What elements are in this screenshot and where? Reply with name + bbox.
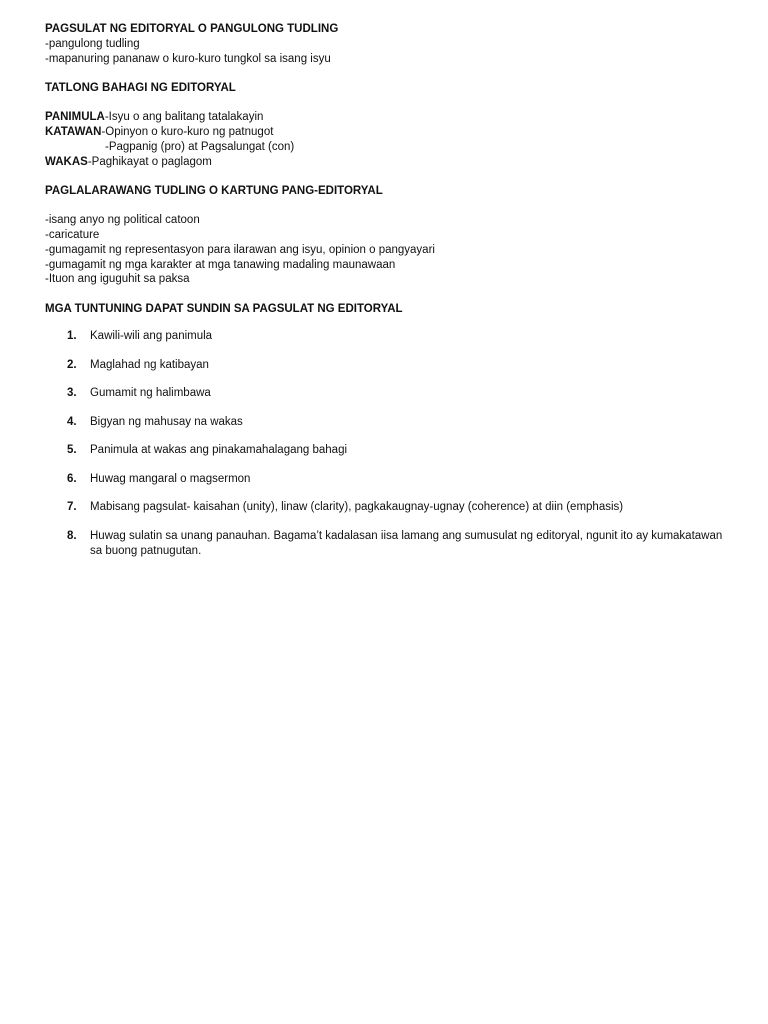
rule-item bbox=[45, 529, 735, 560]
rule-item bbox=[45, 329, 735, 345]
intro-line-2: -mapanuring pananaw o kuro-kuro tungkol sa isang isyu bbox=[45, 52, 331, 65]
rule-number: 8. bbox=[67, 529, 77, 542]
rule-text: Maglahad ng katibayan bbox=[90, 358, 209, 371]
document-title: PAGSULAT NG EDITORYAL O PANGULONG TUDLING bbox=[45, 23, 339, 35]
rule-number: 4. bbox=[67, 415, 77, 428]
parts-heading: TATLONG BAHAGI NG EDITORYAL bbox=[45, 81, 236, 94]
rule-text: Huwag mangaral o magsermon bbox=[90, 472, 251, 485]
rule-number: 7. bbox=[67, 501, 77, 514]
rules-list bbox=[45, 329, 735, 560]
rule-number: 3. bbox=[67, 387, 77, 400]
rule-item bbox=[45, 500, 735, 516]
rule-number: 6. bbox=[67, 472, 77, 485]
rule-item bbox=[45, 443, 735, 459]
part-katawan-text: -Opinyon o kuro-kuro ng patnugot bbox=[101, 125, 274, 138]
rule-number: 1. bbox=[67, 330, 77, 343]
rule-text: Huwag sulatin sa unang panauhan. Bagama’t kadalasan iisa lamang ang sumusulat ng editoryal, ngunit ito ay kumakatawan sa buong patnugutan. bbox=[90, 529, 723, 558]
rule-text: Mabisang pagsulat- kaisahan (unity), linaw (clarity), pagkakaugnay-ugnay (coherence) at diin (emphasis) bbox=[90, 501, 624, 514]
part-wakas-text: -Paghikayat o paglagom bbox=[87, 155, 212, 168]
cartoon-item: -gumagamit ng representasyon para ilarawan ang isyu, opinion o pangyayari bbox=[45, 243, 435, 256]
intro-line-1: -pangulong tudling bbox=[45, 37, 140, 50]
part-wakas-label: WAKAS bbox=[45, 155, 88, 168]
part-wakas bbox=[45, 155, 735, 170]
cartoon-item: -gumagamit ng mga karakter at mga tanawing madaling maunawaan bbox=[45, 258, 396, 271]
rule-number: 5. bbox=[67, 444, 77, 457]
part-katawan-label: KATAWAN bbox=[45, 125, 102, 138]
rule-item bbox=[45, 386, 735, 402]
cartoon-item: -caricature bbox=[45, 228, 100, 241]
part-katawan bbox=[45, 125, 735, 140]
rule-item bbox=[45, 415, 735, 431]
cartoon-item: -isang anyo ng political catoon bbox=[45, 214, 200, 227]
rule-text: Panimula at wakas ang pinakamahalagang bahagi bbox=[90, 444, 348, 457]
rule-text: Kawili-wili ang panimula bbox=[90, 330, 213, 343]
rule-text: Gumamit ng halimbawa bbox=[90, 387, 211, 400]
part-panimula-label: PANIMULA bbox=[45, 111, 105, 124]
rule-text: Bigyan ng mahusay na wakas bbox=[90, 415, 243, 428]
part-katawan-sub: -Pagpanig (pro) at Pagsalungat (con) bbox=[105, 140, 295, 153]
rule-item bbox=[45, 472, 735, 488]
rule-number: 2. bbox=[67, 358, 77, 371]
part-panimula bbox=[45, 110, 735, 125]
part-panimula-text: -Isyu o ang balitang tatalakayin bbox=[104, 111, 264, 124]
cartoon-heading: PAGLALARAWANG TUDLING O KARTUNG PANG-EDITORYAL bbox=[45, 184, 383, 197]
rule-item bbox=[45, 358, 735, 374]
rules-heading: MGA TUNTUNING DAPAT SUNDIN SA PAGSULAT NG EDITORYAL bbox=[45, 302, 403, 315]
cartoon-item: -Ituon ang iguguhit sa paksa bbox=[45, 273, 190, 286]
document-page bbox=[45, 22, 735, 573]
